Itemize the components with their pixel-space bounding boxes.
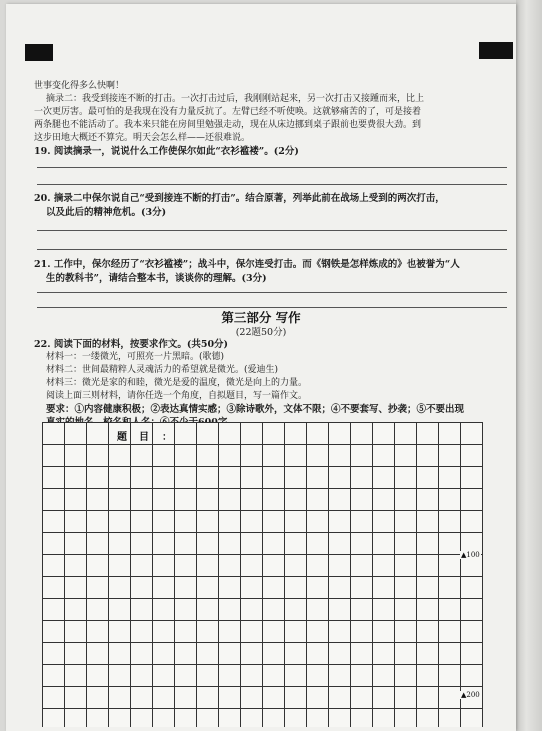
passage-line: 世事变化得多么快啊！ (34, 81, 125, 91)
word-count-200-marker: ▲200 (461, 691, 480, 699)
question-20-line2: 以及此后的精神危机。(3分) (46, 207, 167, 218)
section-title: 第三部分 写作 (221, 310, 301, 325)
grid-title-label-a: 题 (117, 432, 127, 443)
question-21-line1: 21. 工作中，保尔经历了“衣衫褴褛”；战斗中，保尔连受打击。而《钢铁是怎样炼成的》也被誉为“人 (34, 259, 460, 270)
passage-line: 两条腿也不能活动了。我本来只能在房间里勉强走动，现在从床边挪到桌子跟前也要费很大劲。到 (34, 120, 422, 130)
instruction: 阅读上面三则材料，请你任选一个角度，自拟题目，写一篇作文。 (46, 391, 308, 401)
question-20-line1: 20. 摘录二中保尔说自己“受到接连不断的打击”。结合原著，列举此前在战场上受到的两次打击， (34, 193, 445, 204)
grid-title-label-b: 目 (139, 432, 149, 443)
composition-grid[interactable] (42, 422, 483, 727)
answer-line[interactable] (37, 167, 507, 168)
material-3: 材料三：微光是家的和睦，微光是爱的温度，微光是向上的力量。 (46, 378, 308, 388)
answer-line[interactable] (37, 230, 507, 231)
question-22: 22. 阅读下面的材料，按要求作文。(共50分) (34, 339, 229, 350)
answer-line[interactable] (37, 292, 507, 293)
section-subtitle: (22题50分) (235, 327, 287, 338)
word-count-100-marker: ▲100 (461, 551, 480, 559)
material-2: 材料二：世间最精粹人灵魂活力的希望就是微光。(爱迪生) (46, 365, 279, 375)
passage-line: 一次更厉害。最可怕的是我现在没有力量反抗了。左臂已经不听使唤。这就够痛苦的了，可是接着 (34, 107, 422, 117)
registration-mark-right (479, 42, 513, 59)
grid-title-colon: ： (162, 432, 172, 443)
passage-line: 摘录二：我受到接连不断的打击。一次打击过后，我刚刚站起来，另一次打击又接踵而来，比上 (46, 94, 425, 104)
passage-line: 这步田地大概还不算完。明天会怎么样——还很难说。 (34, 133, 251, 143)
question-19: 19. 阅读摘录一，说说什么工作使保尔如此“衣衫褴褛”。(2分) (34, 146, 299, 157)
answer-line[interactable] (37, 249, 507, 250)
question-21-line2: 生的教科书”，请结合整本书，谈谈你的理解。(3分) (46, 273, 267, 284)
next-page-edge (516, 0, 542, 731)
material-1: 材料一：一缕微光，可照亮一片黑暗。(歌德) (46, 352, 225, 362)
registration-mark-left (25, 44, 53, 61)
answer-line[interactable] (37, 184, 507, 185)
requirements-line1: 要求：①内容健康积极；②表达真情实感；③除诗歌外，文体不限；④不要套写、抄袭；⑤不要出现 (46, 404, 465, 415)
